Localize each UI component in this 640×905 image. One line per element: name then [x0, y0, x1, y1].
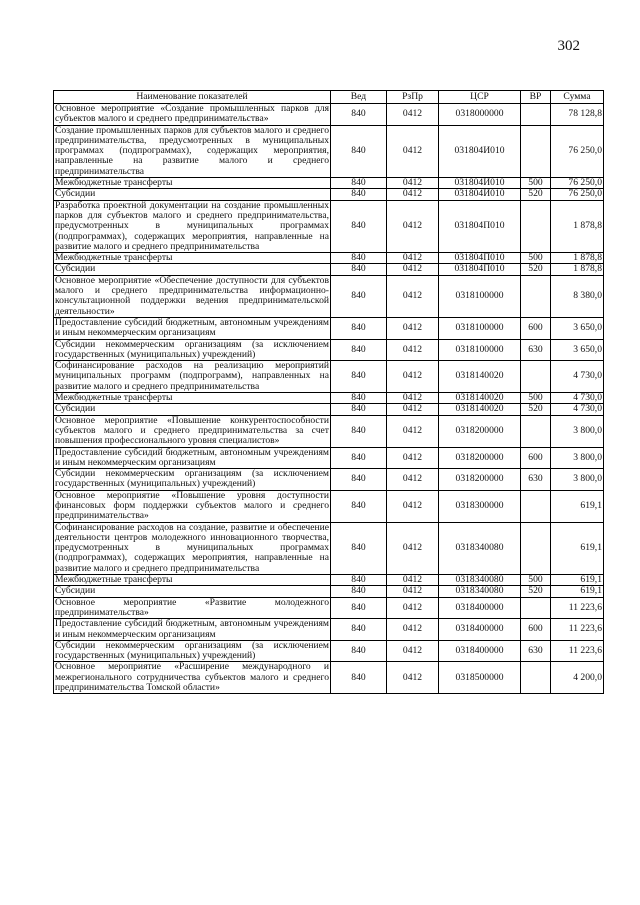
row-sum: 4 730,0 [551, 361, 604, 393]
row-csr: 031804П010 [439, 253, 521, 264]
table-row [54, 200, 604, 252]
row-vr: 520 [521, 189, 551, 200]
row-ved: 840 [331, 415, 387, 447]
row-rzpr: 0412 [387, 662, 439, 694]
row-name: Межбюджетные трансферты [54, 393, 331, 404]
row-csr: 0318100000 [439, 317, 521, 339]
row-name: Субсидии [54, 189, 331, 200]
row-name: Создание промышленных парков для субъектов малого и среднего предпринимательства, предусмотренных в муниципальных программах (подпрограммах), содержащих мероприятия, направленные на развитие малого и среднего предпринимательства [55, 124, 329, 177]
row-vr: 600 [521, 447, 551, 469]
row-rzpr: 0412 [387, 586, 439, 597]
row-name: Предоставление субсидий бюджетным, автономным учреждениям и иным некоммерческим организациям [55, 618, 329, 640]
row-name: Основное мероприятие «Повышение уровня доступности финансовых форм поддержки субъектов малого и среднего предпринимательства» [55, 489, 329, 522]
row-csr: 031804П010 [439, 264, 521, 275]
row-ved: 840 [331, 361, 387, 393]
row-ved: 840 [331, 339, 387, 361]
row-sum: 1 878,8 [551, 200, 604, 252]
row-ved: 840 [331, 275, 387, 317]
table-row [54, 317, 604, 339]
row-name: Субсидии [54, 264, 331, 275]
row-csr: 0318200000 [439, 469, 521, 491]
row-csr: 0318500000 [439, 662, 521, 694]
table-row [54, 275, 604, 317]
row-rzpr: 0412 [387, 200, 439, 252]
row-csr: 0318340080 [439, 575, 521, 586]
row-rzpr: 0412 [387, 178, 439, 189]
row-vr [521, 490, 551, 522]
row-sum: 3 650,0 [551, 317, 604, 339]
table-row [54, 253, 604, 264]
row-ved: 840 [331, 104, 387, 126]
row-vr [521, 662, 551, 694]
row-name: Основное мероприятие «Расширение международного и межрегионального сотрудничества субъектов малого и среднего предпринимательства Томской области» [55, 661, 329, 694]
row-name: Межбюджетные трансферты [54, 253, 331, 264]
page-number: 302 [557, 38, 580, 54]
table-header-row [54, 91, 604, 104]
table-row [54, 178, 604, 189]
row-rzpr: 0412 [387, 253, 439, 264]
table-row [54, 662, 604, 694]
row-vr: 500 [521, 178, 551, 189]
row-rzpr: 0412 [387, 619, 439, 641]
row-csr: 0318200000 [439, 447, 521, 469]
row-csr: 031804П010 [439, 200, 521, 252]
table-row [54, 619, 604, 641]
row-sum: 4 730,0 [551, 404, 604, 415]
row-rzpr: 0412 [387, 361, 439, 393]
row-vr: 630 [521, 640, 551, 662]
row-rzpr: 0412 [387, 317, 439, 339]
table-row [54, 264, 604, 275]
row-sum: 11 223,6 [551, 597, 604, 619]
row-csr: 031804И010 [439, 125, 521, 177]
row-vr: 520 [521, 404, 551, 415]
row-sum: 78 128,8 [551, 104, 604, 126]
row-csr: 0318400000 [439, 640, 521, 662]
row-name: Субсидии некоммерческим организациям (за исключением государственных (муниципальных) учреждений) [55, 639, 329, 662]
row-ved: 840 [331, 178, 387, 189]
row-ved: 840 [331, 522, 387, 574]
row-name: Межбюджетные трансферты [54, 178, 331, 189]
row-sum: 3 800,0 [551, 415, 604, 447]
row-name: Основное мероприятие «Создание промышленных парков для субъектов малого и среднего предпринимательства» [55, 103, 329, 125]
row-vr: 520 [521, 586, 551, 597]
row-name: Софинансирование расходов на реализацию мероприятий муниципальных программ (подпрограмм), направленных на развитие малого и среднего предпринимательства [55, 360, 329, 392]
row-name: Предоставление субсидий бюджетным, автономным учреждениям и иным некоммерческим организациям [55, 446, 329, 468]
row-name: Разработка проектной документации на создание промышленных парков для субъектов малого и среднего предпринимательства, предусмотренных в муниципальных программах (подпрограммах), содержащих мероприятия, направленные на развитие малого и среднего предпринимательства [55, 199, 329, 252]
row-rzpr: 0412 [387, 339, 439, 361]
table-row [54, 490, 604, 522]
row-sum: 76 250,0 [551, 189, 604, 200]
row-rzpr: 0412 [387, 275, 439, 317]
table-row [54, 586, 604, 597]
row-vr [521, 597, 551, 619]
header-sum: Сумма [551, 91, 604, 104]
table-row [54, 339, 604, 361]
row-vr: 630 [521, 339, 551, 361]
row-sum: 1 878,8 [551, 253, 604, 264]
row-sum: 3 650,0 [551, 339, 604, 361]
row-rzpr: 0412 [387, 640, 439, 662]
table-row [54, 640, 604, 662]
row-name: Основное мероприятие «Обеспечение доступности для субъектов малого и среднего предпринимательства информационно-консультационной поддержки ведения предпринимательской деятельности» [55, 274, 329, 317]
row-vr [521, 104, 551, 126]
row-csr: 0318100000 [439, 275, 521, 317]
header-rzpr: РзПр [387, 91, 439, 104]
row-sum: 1 878,8 [551, 264, 604, 275]
row-sum: 3 800,0 [551, 447, 604, 469]
header-csr: ЦСР [439, 91, 521, 104]
header-name: Наименование показателей [54, 91, 331, 104]
table-row [54, 447, 604, 469]
row-rzpr: 0412 [387, 125, 439, 177]
row-csr: 0318100000 [439, 339, 521, 361]
header-ved: Вед [331, 91, 387, 104]
row-ved: 840 [331, 253, 387, 264]
row-ved: 840 [331, 490, 387, 522]
row-csr: 0318340080 [439, 586, 521, 597]
row-rzpr: 0412 [387, 522, 439, 574]
table-row [54, 522, 604, 574]
row-rzpr: 0412 [387, 490, 439, 522]
row-csr: 0318000000 [439, 104, 521, 126]
row-csr: 0318140020 [439, 361, 521, 393]
table-row [54, 469, 604, 491]
row-vr [521, 200, 551, 252]
row-sum: 619,1 [551, 575, 604, 586]
table-row [54, 415, 604, 447]
row-sum: 76 250,0 [551, 178, 604, 189]
row-sum: 4 200,0 [551, 662, 604, 694]
row-rzpr: 0412 [387, 597, 439, 619]
row-sum: 11 223,6 [551, 640, 604, 662]
table-row [54, 575, 604, 586]
row-ved: 840 [331, 640, 387, 662]
row-vr [521, 361, 551, 393]
row-sum: 4 730,0 [551, 393, 604, 404]
row-rzpr: 0412 [387, 404, 439, 415]
row-vr: 600 [521, 619, 551, 641]
row-rzpr: 0412 [387, 575, 439, 586]
row-name: Субсидии [54, 404, 331, 415]
row-sum: 619,1 [551, 490, 604, 522]
budget-table [53, 90, 604, 694]
row-ved: 840 [331, 317, 387, 339]
row-sum: 11 223,6 [551, 619, 604, 641]
row-vr: 500 [521, 575, 551, 586]
row-rzpr: 0412 [387, 469, 439, 491]
row-name: Основное мероприятие «Развитие молодежного предпринимательства» [55, 596, 329, 618]
row-rzpr: 0412 [387, 264, 439, 275]
row-csr: 0318200000 [439, 415, 521, 447]
table-row [54, 404, 604, 415]
row-sum: 619,1 [551, 522, 604, 574]
row-name: Субсидии некоммерческим организациям (за исключением государственных (муниципальных) учреждений) [55, 468, 329, 490]
row-sum: 76 250,0 [551, 125, 604, 177]
row-csr: 031804И010 [439, 178, 521, 189]
row-name: Межбюджетные трансферты [54, 575, 331, 586]
row-rzpr: 0412 [387, 104, 439, 126]
row-vr [521, 125, 551, 177]
row-ved: 840 [331, 619, 387, 641]
row-csr: 031804И010 [439, 189, 521, 200]
row-ved: 840 [331, 469, 387, 491]
row-ved: 840 [331, 447, 387, 469]
table-row [54, 104, 604, 126]
row-vr: 500 [521, 393, 551, 404]
row-csr: 0318140020 [439, 393, 521, 404]
row-vr: 630 [521, 469, 551, 491]
table-row [54, 125, 604, 177]
row-name: Софинансирование расходов на создание, развитие и обеспечение деятельности центров молодежного инновационного творчества, предусмотренных в муниципальных программах (подпрограммах), содержащих мероприятия, направленные на развитие малого и среднего предпринимательства [55, 521, 329, 574]
row-ved: 840 [331, 264, 387, 275]
table-row [54, 361, 604, 393]
row-sum: 8 380,0 [551, 275, 604, 317]
row-rzpr: 0412 [387, 415, 439, 447]
row-ved: 840 [331, 393, 387, 404]
row-vr [521, 415, 551, 447]
row-csr: 0318340080 [439, 522, 521, 574]
row-ved: 840 [331, 189, 387, 200]
row-name: Субсидии [54, 586, 331, 597]
table-row [54, 393, 604, 404]
row-csr: 0318300000 [439, 490, 521, 522]
row-name: Основное мероприятие «Повышение конкурентоспособности субъектов малого и среднего предпринимательства за счет повышения профессионального уровня специалистов» [55, 414, 329, 447]
row-vr: 600 [521, 317, 551, 339]
row-csr: 0318400000 [439, 597, 521, 619]
row-ved: 840 [331, 575, 387, 586]
row-ved: 840 [331, 586, 387, 597]
row-ved: 840 [331, 200, 387, 252]
row-vr: 500 [521, 253, 551, 264]
row-ved: 840 [331, 125, 387, 177]
row-csr: 0318400000 [439, 619, 521, 641]
row-vr: 520 [521, 264, 551, 275]
row-csr: 0318140020 [439, 404, 521, 415]
row-vr [521, 522, 551, 574]
row-name: Предоставление субсидий бюджетным, автономным учреждениям и иным некоммерческим организациям [55, 316, 329, 339]
row-vr [521, 275, 551, 317]
row-rzpr: 0412 [387, 393, 439, 404]
row-name: Субсидии некоммерческим организациям (за исключением государственных (муниципальных) учреждений) [55, 338, 329, 360]
table-row [54, 189, 604, 200]
row-ved: 840 [331, 404, 387, 415]
header-vr: ВР [521, 91, 551, 104]
row-ved: 840 [331, 597, 387, 619]
table-row [54, 597, 604, 619]
row-sum: 3 800,0 [551, 469, 604, 491]
row-rzpr: 0412 [387, 447, 439, 469]
row-rzpr: 0412 [387, 189, 439, 200]
row-sum: 619,1 [551, 586, 604, 597]
row-ved: 840 [331, 662, 387, 694]
